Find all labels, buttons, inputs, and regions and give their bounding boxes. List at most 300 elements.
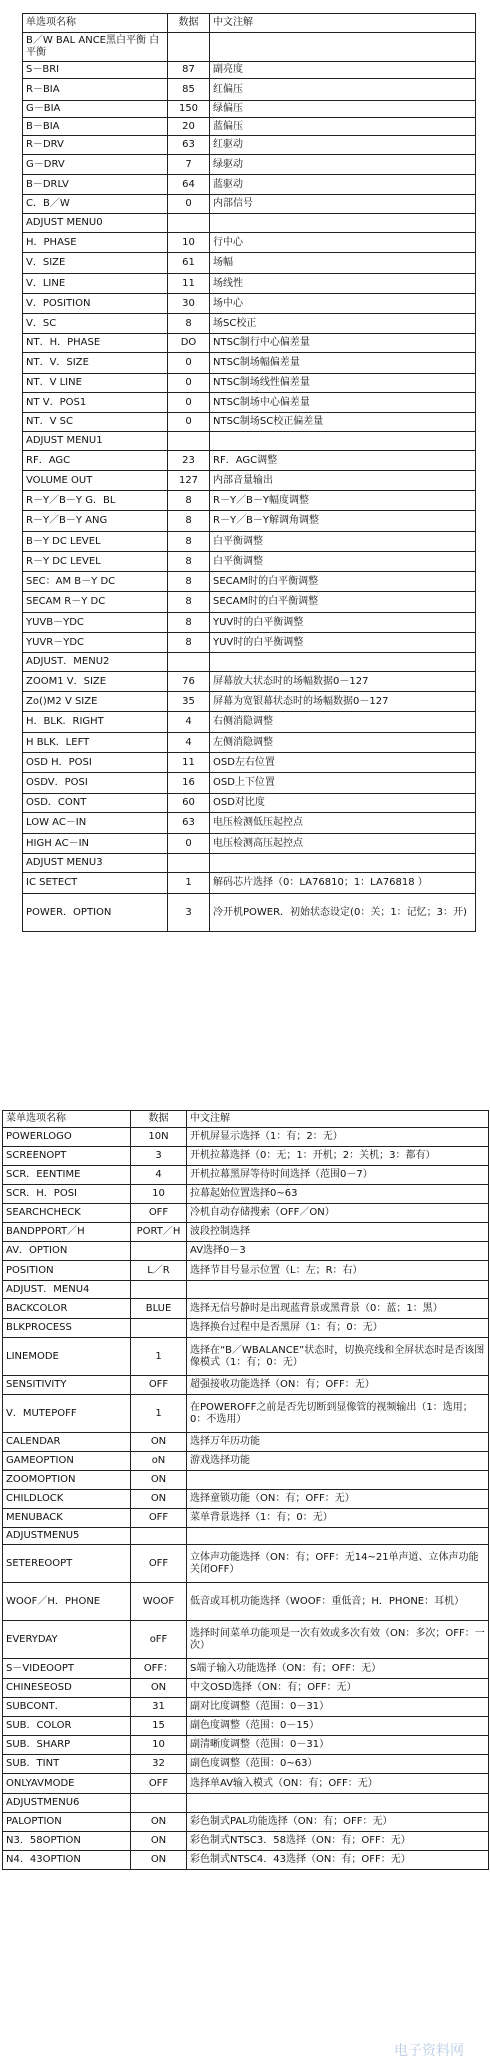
table-row xyxy=(23,491,476,511)
value-cell: OFF xyxy=(131,1545,187,1583)
note-cell: SECAM时的白平衡调整 xyxy=(210,592,476,613)
table-row xyxy=(3,1147,489,1166)
note-cell: OSD对比度 xyxy=(210,794,476,813)
note-cell: 红偏压 xyxy=(210,79,476,101)
note-cell: 副亮度 xyxy=(210,62,476,79)
note-cell: SECAM时的白平衡调整 xyxy=(210,572,476,592)
option-name-cell: SUB．SHARP xyxy=(3,1736,131,1755)
note-cell: 选择换台过程中是否黑屏（1：有；0：无） xyxy=(187,1319,489,1338)
value-cell: L／R xyxy=(131,1261,187,1281)
note-cell: 内部信号 xyxy=(210,195,476,214)
value-cell: 4 xyxy=(168,733,210,753)
value-cell: 8 xyxy=(168,314,210,334)
option-name-cell: B－DRLV xyxy=(23,175,168,195)
value-cell: 85 xyxy=(168,79,210,101)
value-cell: ON xyxy=(131,1433,187,1452)
value-cell: DO xyxy=(168,334,210,353)
note-cell: 场中心 xyxy=(210,294,476,314)
note-cell: 中文OSD选择（ON：有；OFF：无） xyxy=(187,1679,489,1698)
note-cell xyxy=(210,214,476,233)
value-cell: 16 xyxy=(168,773,210,794)
note-cell: 选择单AV输入模式（ON：有；OFF：无） xyxy=(187,1774,489,1794)
table-row xyxy=(23,873,476,894)
table-row xyxy=(23,672,476,692)
table-row xyxy=(3,1281,489,1299)
table-row xyxy=(3,1509,489,1528)
table-row xyxy=(3,1679,489,1698)
table-row xyxy=(23,613,476,633)
option-name-cell: ADJUST．MENU2 xyxy=(23,653,168,672)
option-name-cell: NT．V SC xyxy=(23,413,168,432)
value-cell: 23 xyxy=(168,451,210,471)
option-name-cell: SUBCONT． xyxy=(3,1698,131,1717)
option-name-cell: G－BIA xyxy=(23,101,168,118)
table-row xyxy=(23,592,476,613)
table-row xyxy=(3,1395,489,1433)
value-cell: 数据 xyxy=(168,14,210,33)
option-name-cell: SUB．COLOR xyxy=(3,1717,131,1736)
value-cell: 0 xyxy=(168,374,210,393)
option-name-cell: ADJUSTMENU6 xyxy=(3,1794,131,1813)
table-row xyxy=(3,1813,489,1832)
option-name-cell: SEC：AM B－Y DC xyxy=(23,572,168,592)
option-name-cell: V．POSITION xyxy=(23,294,168,314)
table-row xyxy=(23,214,476,233)
table-row xyxy=(23,653,476,672)
option-name-cell: RF．AGC xyxy=(23,451,168,471)
option-name-cell: SENSITIVITY xyxy=(3,1376,131,1395)
option-name-cell: S－VIDEOOPT xyxy=(3,1659,131,1679)
option-name-cell: R－Y／B－Y G．BL xyxy=(23,491,168,511)
table-row xyxy=(3,1338,489,1376)
table-row xyxy=(23,532,476,552)
value-cell: 0 xyxy=(168,393,210,413)
note-cell xyxy=(210,33,476,62)
value-cell: 1 xyxy=(131,1395,187,1433)
note-cell: NTSC制场SC校正偏差量 xyxy=(210,413,476,432)
value-cell: 30 xyxy=(168,294,210,314)
table-row xyxy=(23,854,476,873)
table-row xyxy=(3,1128,489,1147)
note-cell: 绿驱动 xyxy=(210,155,476,175)
value-cell: 87 xyxy=(168,62,210,79)
table-row xyxy=(3,1204,489,1223)
value-cell: 0 xyxy=(168,353,210,374)
table-row xyxy=(23,692,476,712)
option-name-cell: IC SETECT xyxy=(23,873,168,894)
value-cell: 127 xyxy=(168,471,210,491)
note-cell: 游戏选择功能 xyxy=(187,1452,489,1471)
note-cell: 场幅 xyxy=(210,253,476,274)
table-row xyxy=(23,633,476,653)
note-cell: 超强接收功能选择（ON：有；OFF：无） xyxy=(187,1376,489,1395)
option-name-cell: ONLYAVMODE xyxy=(3,1774,131,1794)
value-cell: 数据 xyxy=(131,1111,187,1128)
table-row xyxy=(23,773,476,794)
table-row xyxy=(3,1185,489,1204)
value-cell: 8 xyxy=(168,491,210,511)
table-row xyxy=(3,1490,489,1509)
option-name-cell: ADJUST MENU0 xyxy=(23,214,168,233)
table-row xyxy=(23,253,476,274)
table-row xyxy=(3,1659,489,1679)
option-name-cell: H．BLK．RIGHT xyxy=(23,712,168,733)
note-cell: 场线性 xyxy=(210,274,476,294)
note-cell: NTSC制场中心偏差量 xyxy=(210,393,476,413)
table-row xyxy=(3,1621,489,1659)
note-cell: NTSC制场线性偏差量 xyxy=(210,374,476,393)
note-cell: 白平衡调整 xyxy=(210,552,476,572)
table-row xyxy=(23,314,476,334)
option-name-cell: VOLUME OUT xyxy=(23,471,168,491)
value-cell: 76 xyxy=(168,672,210,692)
note-cell: 中文注解 xyxy=(210,14,476,33)
note-cell: 屏幕为宽银幕状态时的场幅数据0－127 xyxy=(210,692,476,712)
value-cell: 31 xyxy=(131,1698,187,1717)
value-cell: 63 xyxy=(168,813,210,834)
table-row xyxy=(23,432,476,451)
value-cell: ON xyxy=(131,1490,187,1509)
table-row xyxy=(23,353,476,374)
note-cell: R－Y／B－Y解调角调整 xyxy=(210,511,476,532)
table-row xyxy=(3,1261,489,1281)
value-cell: 0 xyxy=(168,195,210,214)
value-cell: 0 xyxy=(168,834,210,854)
note-cell: 冷机自动存储搜索（OFF／ON） xyxy=(187,1204,489,1223)
table-row xyxy=(23,393,476,413)
option-name-cell: BACKCOLOR xyxy=(3,1299,131,1319)
option-name-cell: OSD H．POSI xyxy=(23,753,168,773)
value-cell: BLUE xyxy=(131,1299,187,1319)
table-row xyxy=(23,233,476,253)
value-cell: ON xyxy=(131,1471,187,1490)
table-row xyxy=(3,1299,489,1319)
option-name-cell: AV．OPTION xyxy=(3,1242,131,1261)
table-row xyxy=(3,1545,489,1583)
table-row xyxy=(23,794,476,813)
option-table-2 xyxy=(2,1110,489,1870)
option-name-cell: R－BIA xyxy=(23,79,168,101)
table-header-row xyxy=(3,1111,489,1128)
note-cell: YUV时的白平衡调整 xyxy=(210,613,476,633)
note-cell: 蓝驱动 xyxy=(210,175,476,195)
option-name-cell: H．PHASE xyxy=(23,233,168,253)
option-name-cell: SEARCHCHECK xyxy=(3,1204,131,1223)
option-name-cell: POSITION xyxy=(3,1261,131,1281)
table-row xyxy=(23,733,476,753)
note-cell xyxy=(210,854,476,873)
note-cell: 立体声功能选择（ON：有；OFF：无14~21单声道、立体声功能关闭OFF） xyxy=(187,1545,489,1583)
note-cell: YUV时的白平衡调整 xyxy=(210,633,476,653)
table-row xyxy=(23,274,476,294)
note-cell: 电压检测低压起控点 xyxy=(210,813,476,834)
option-name-cell: Zo()M2 V SIZE xyxy=(23,692,168,712)
table-row xyxy=(23,834,476,854)
option-name-cell: ADJUST．MENU4 xyxy=(3,1281,131,1299)
value-cell: OFF xyxy=(131,1774,187,1794)
table-row xyxy=(3,1452,489,1471)
table-row xyxy=(3,1166,489,1185)
table-row xyxy=(3,1794,489,1813)
value-cell: 150 xyxy=(168,101,210,118)
table-row xyxy=(23,101,476,118)
table-row xyxy=(23,471,476,491)
option-name-cell: B／W BAL ANCE黑白平衡 白平衡 xyxy=(23,33,168,62)
table-row xyxy=(23,136,476,155)
option-name-cell: SETEREOOPT xyxy=(3,1545,131,1583)
option-name-cell: NT．V．SIZE xyxy=(23,353,168,374)
option-name-cell: LOW AC－IN xyxy=(23,813,168,834)
value-cell: 8 xyxy=(168,552,210,572)
table-row xyxy=(3,1755,489,1774)
value-cell xyxy=(131,1242,187,1261)
note-cell: 选择无信号静时是出现蓝背景或黑背景（0：蓝；1：黑） xyxy=(187,1299,489,1319)
table-row xyxy=(3,1698,489,1717)
table-row xyxy=(3,1528,489,1545)
option-name-cell: V．MUTEPOFF xyxy=(3,1395,131,1433)
value-cell: OFF xyxy=(131,1509,187,1528)
note-cell xyxy=(210,432,476,451)
note-cell: 开机拉幕黑屏等待时间选择（范围0－7） xyxy=(187,1166,489,1185)
note-cell: AV选择0－3 xyxy=(187,1242,489,1261)
value-cell: 63 xyxy=(168,136,210,155)
watermark: 电子资料网 xyxy=(394,2043,464,2059)
note-cell: RF．AGC调整 xyxy=(210,451,476,471)
value-cell: ON xyxy=(131,1851,187,1870)
option-name-cell: 菜单选项名称 xyxy=(3,1111,131,1128)
value-cell: OFF： xyxy=(131,1659,187,1679)
option-name-cell: YUVR－YDC xyxy=(23,633,168,653)
table-row xyxy=(23,813,476,834)
table-row xyxy=(23,79,476,101)
note-cell: S端子输入功能选择（ON：有；OFF：无） xyxy=(187,1659,489,1679)
note-cell: 选择时间菜单功能项是一次有效或多次有效（ON：多次；OFF：一次） xyxy=(187,1621,489,1659)
value-cell xyxy=(131,1794,187,1813)
option-name-cell: LINEMODE xyxy=(3,1338,131,1376)
table-row xyxy=(3,1851,489,1870)
option-name-cell: R－Y DC LEVEL xyxy=(23,552,168,572)
value-cell: 3 xyxy=(131,1147,187,1166)
note-cell: 选择童锁功能（ON：有；OFF：无） xyxy=(187,1490,489,1509)
table-row xyxy=(23,118,476,136)
value-cell: PORT／H xyxy=(131,1223,187,1242)
option-name-cell: G－DRV xyxy=(23,155,168,175)
option-name-cell: H BLK．LEFT xyxy=(23,733,168,753)
table-row xyxy=(23,552,476,572)
value-cell xyxy=(168,432,210,451)
value-cell: OFF xyxy=(131,1204,187,1223)
table-row xyxy=(23,451,476,471)
option-name-cell: YUVB－YDC xyxy=(23,613,168,633)
value-cell: oN xyxy=(131,1452,187,1471)
note-cell: 白平衡调整 xyxy=(210,532,476,552)
option-name-cell: B－Y DC LEVEL xyxy=(23,532,168,552)
value-cell: 4 xyxy=(168,712,210,733)
note-cell: 波段控制选择 xyxy=(187,1223,489,1242)
note-cell: 选择万年历功能 xyxy=(187,1433,489,1452)
option-name-cell: SUB．TINT xyxy=(3,1755,131,1774)
table-row xyxy=(3,1433,489,1452)
value-cell: 15 xyxy=(131,1717,187,1736)
option-name-cell: C．B／W xyxy=(23,195,168,214)
value-cell: 8 xyxy=(168,572,210,592)
value-cell: ON xyxy=(131,1813,187,1832)
option-name-cell: SCREENOPT xyxy=(3,1147,131,1166)
value-cell: 11 xyxy=(168,274,210,294)
table-row xyxy=(3,1471,489,1490)
value-cell xyxy=(168,214,210,233)
table-row xyxy=(23,33,476,62)
value-cell: 60 xyxy=(168,794,210,813)
option-name-cell: MENUBACK xyxy=(3,1509,131,1528)
note-cell: R－Y／B－Y幅度调整 xyxy=(210,491,476,511)
value-cell xyxy=(168,854,210,873)
table-row xyxy=(23,334,476,353)
option-name-cell: V．SIZE xyxy=(23,253,168,274)
option-name-cell: GAMEOPTION xyxy=(3,1452,131,1471)
note-cell: 左侧消隐调整 xyxy=(210,733,476,753)
note-cell xyxy=(187,1794,489,1813)
option-name-cell: BLKPROCESS xyxy=(3,1319,131,1338)
note-cell: 电压检测高压起控点 xyxy=(210,834,476,854)
value-cell xyxy=(131,1281,187,1299)
option-name-cell: NT V．POS1 xyxy=(23,393,168,413)
option-name-cell: V．LINE xyxy=(23,274,168,294)
option-name-cell: ZOOMOPTION xyxy=(3,1471,131,1490)
option-name-cell: N4．43OPTION xyxy=(3,1851,131,1870)
note-cell: 行中心 xyxy=(210,233,476,253)
option-name-cell: V．SC xyxy=(23,314,168,334)
value-cell: 32 xyxy=(131,1755,187,1774)
option-name-cell: SCR．H．POSI xyxy=(3,1185,131,1204)
table-header-row xyxy=(23,14,476,33)
value-cell: 1 xyxy=(168,873,210,894)
value-cell: 8 xyxy=(168,633,210,653)
table-row xyxy=(3,1223,489,1242)
note-cell: 副色度调整（范围：0－15） xyxy=(187,1717,489,1736)
note-cell: 蓝偏压 xyxy=(210,118,476,136)
option-name-cell: B－BIA xyxy=(23,118,168,136)
option-name-cell: ADJUST MENU1 xyxy=(23,432,168,451)
option-name-cell: ZOOM1 V．SIZE xyxy=(23,672,168,692)
value-cell: WOOF xyxy=(131,1583,187,1621)
value-cell: OFF xyxy=(131,1376,187,1395)
note-cell: 菜单背景选择（1：有；0：无） xyxy=(187,1509,489,1528)
option-name-cell: R－DRV xyxy=(23,136,168,155)
note-cell: NTSC制行中心偏差量 xyxy=(210,334,476,353)
option-name-cell: BANDPPORT／H xyxy=(3,1223,131,1242)
value-cell xyxy=(168,33,210,62)
value-cell: 3 xyxy=(168,894,210,932)
note-cell: 红驱动 xyxy=(210,136,476,155)
value-cell: ON xyxy=(131,1679,187,1698)
option-name-cell: S－BRI xyxy=(23,62,168,79)
value-cell: ON xyxy=(131,1832,187,1851)
value-cell: 8 xyxy=(168,511,210,532)
option-name-cell: POWERLOGO xyxy=(3,1128,131,1147)
table-row xyxy=(23,572,476,592)
value-cell: 4 xyxy=(131,1166,187,1185)
value-cell: 1 xyxy=(131,1338,187,1376)
option-name-cell: EVERYDAY xyxy=(3,1621,131,1659)
option-name-cell: ADJUSTMENU5 xyxy=(3,1528,131,1545)
value-cell: 64 xyxy=(168,175,210,195)
note-cell: 在POWEROFF之前是否先切断到显像管的视频输出（1：选用；0：不选用） xyxy=(187,1395,489,1433)
note-cell: 内部音量输出 xyxy=(210,471,476,491)
value-cell: 8 xyxy=(168,613,210,633)
table-row xyxy=(3,1242,489,1261)
value-cell: 10N xyxy=(131,1128,187,1147)
option-name-cell: N3．58OPTION xyxy=(3,1832,131,1851)
value-cell: 0 xyxy=(168,413,210,432)
note-cell: 副对比度调整（范围：0－31） xyxy=(187,1698,489,1717)
value-cell xyxy=(168,653,210,672)
note-cell: 彩色制式NTSC4．43选择（ON：有；OFF：无） xyxy=(187,1851,489,1870)
note-cell: 冷开机POWER．初始状态设定(0：关；1：记忆；3：开) xyxy=(210,894,476,932)
note-cell: 副色度调整（范围：0~63） xyxy=(187,1755,489,1774)
value-cell: 20 xyxy=(168,118,210,136)
table-row xyxy=(23,712,476,733)
option-name-cell: NT．V LINE xyxy=(23,374,168,393)
table-row xyxy=(23,195,476,214)
table-row xyxy=(3,1832,489,1851)
table-row xyxy=(3,1717,489,1736)
option-name-cell: ADJUST MENU3 xyxy=(23,854,168,873)
value-cell: 8 xyxy=(168,532,210,552)
note-cell: 屏幕放大状态时的场幅数据0－127 xyxy=(210,672,476,692)
note-cell xyxy=(187,1528,489,1545)
value-cell: 8 xyxy=(168,592,210,613)
table-row xyxy=(3,1774,489,1794)
note-cell: 开机屏显示选择（1：有；2：无） xyxy=(187,1128,489,1147)
note-cell: 选择节目号显示位置（L：左；R：右） xyxy=(187,1261,489,1281)
note-cell: 中文注解 xyxy=(187,1111,489,1128)
value-cell: 10 xyxy=(131,1736,187,1755)
table-row xyxy=(23,62,476,79)
option-name-cell: OSD．CONT xyxy=(23,794,168,813)
option-name-cell: PALOPTION xyxy=(3,1813,131,1832)
note-cell: 解码芯片选择（0：LA76810；1：LA76818 ） xyxy=(210,873,476,894)
note-cell: OSD上下位置 xyxy=(210,773,476,794)
note-cell: 场SC校正 xyxy=(210,314,476,334)
value-cell xyxy=(131,1528,187,1545)
option-name-cell: CHINESEOSD xyxy=(3,1679,131,1698)
value-cell: 10 xyxy=(131,1185,187,1204)
table-row xyxy=(23,894,476,932)
table-row xyxy=(23,374,476,393)
table-row xyxy=(23,753,476,773)
value-cell: oFF xyxy=(131,1621,187,1659)
note-cell: 开机拉幕选择（0：无；1：开机；2：关机；3：都有） xyxy=(187,1147,489,1166)
option-name-cell: HIGH AC－IN xyxy=(23,834,168,854)
table-row xyxy=(3,1736,489,1755)
value-cell: 10 xyxy=(168,233,210,253)
note-cell xyxy=(187,1471,489,1490)
table-row xyxy=(23,175,476,195)
note-cell: 彩色制式PAL功能选择（ON：有；OFF：无） xyxy=(187,1813,489,1832)
value-cell: 11 xyxy=(168,753,210,773)
table-row xyxy=(23,413,476,432)
note-cell: 拉幕起始位置选择0~63 xyxy=(187,1185,489,1204)
note-cell: NTSC制场幅偏差量 xyxy=(210,353,476,374)
note-cell: 低音或耳机功能选择（WOOF：重低音；H．PHONE：耳机） xyxy=(187,1583,489,1621)
table-row xyxy=(3,1376,489,1395)
option-name-cell: CHILDLOCK xyxy=(3,1490,131,1509)
option-name-cell: R－Y／B－Y ANG xyxy=(23,511,168,532)
table-row xyxy=(3,1319,489,1338)
note-cell xyxy=(210,653,476,672)
note-cell xyxy=(187,1281,489,1299)
